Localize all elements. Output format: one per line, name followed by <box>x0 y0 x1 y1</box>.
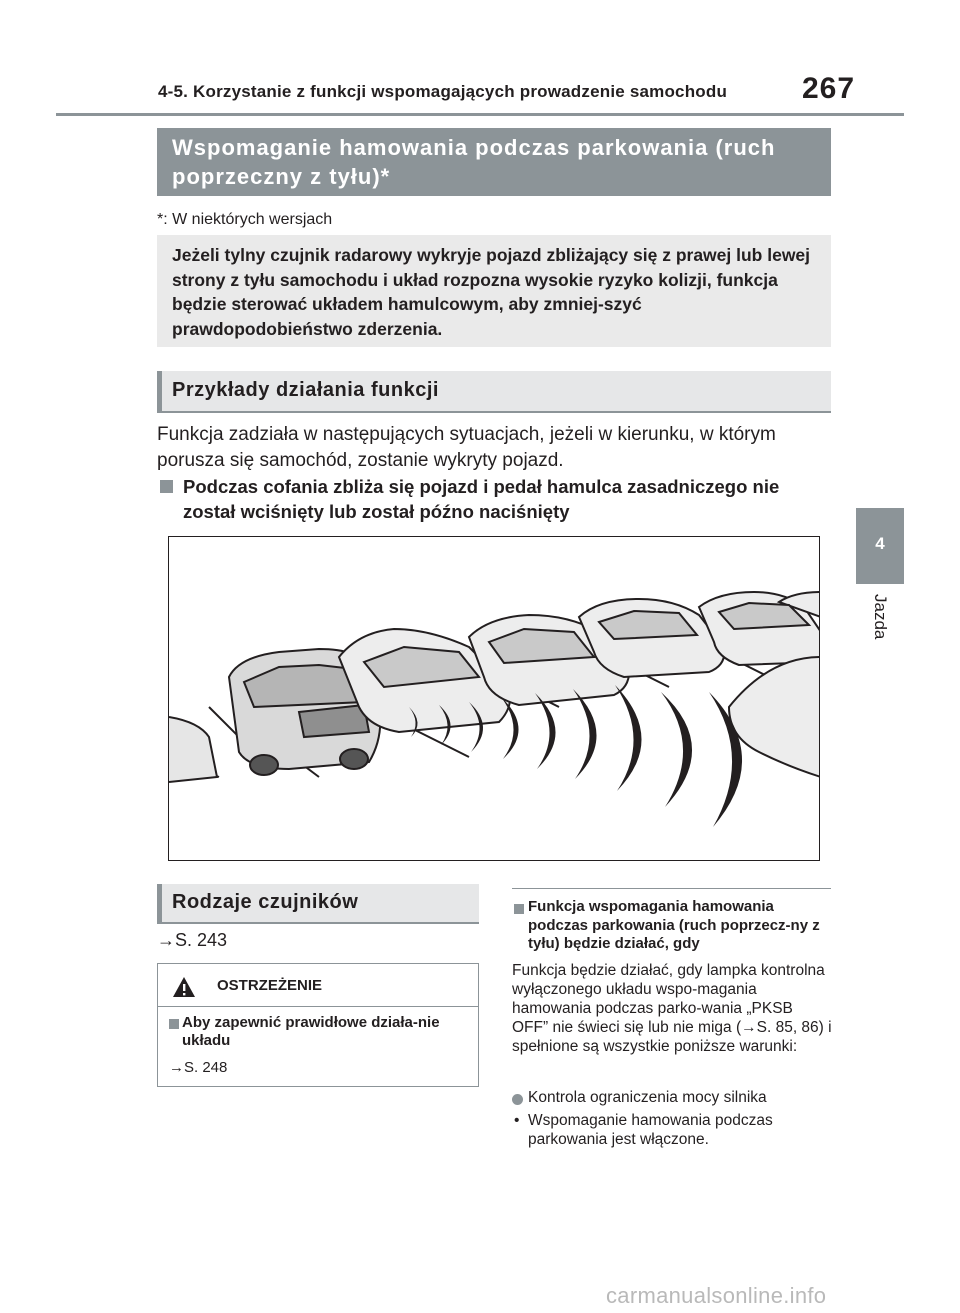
condition-paragraph: Funkcja będzie działać, gdy lampka kontrolna wyłączonego układu wspo-magania hamowania podczas parko-wania „PKSB OFF” nie świeci się lub nie miga (→S. 85, 86) i spełnione są wszystkie poniższe warunki: <box>512 962 832 1055</box>
bullet-mark: • <box>514 1112 520 1129</box>
section-heading: Wspomaganie hamowania podczas parkowania (ruch poprzeczny z tyłu)* <box>172 135 776 189</box>
footnote: *: W niektórych wersjach <box>157 211 333 228</box>
parking-illustration <box>168 536 820 861</box>
car-front-right <box>729 657 820 777</box>
examples-paragraph: Funkcja zadziała w następujących sytuacjach, jeżeli w kierunku, w którym porusza się samochód, zostanie wykryty pojazd. <box>157 424 776 471</box>
lead-text: Jeżeli tylny czujnik radarowy wykryje pojazd zbliżający się z prawej lub lewej strony z tyłu samochodu i układ rozpozna wysokie ryzyko kolizji, funkcja będzie sterować układem hamulcowym, aby zmniej-szyć prawdopodobieństwo zderzenia. <box>172 245 811 339</box>
running-header-title: 4-5. Korzystanie z funkcji wspomagających prowadzenie samochodu <box>158 82 728 101</box>
subheading-sensors: Rodzaje czujników <box>172 891 359 913</box>
examples-bullet: Podczas cofania zbliża się pojazd i pedał hamulca zasadniczego nie został wciśnięty lub został późno naciśnięty <box>183 476 780 522</box>
header-divider <box>56 113 904 116</box>
subheading-rule <box>157 411 831 413</box>
warning-page-ref[interactable]: →S. 248 <box>169 1059 228 1076</box>
page-number: 267 <box>802 72 856 105</box>
condition-dot-item: Kontrola ograniczenia mocy silnika <box>528 1089 767 1106</box>
warning-item: Aby zapewnić prawidłowe działa-nie układu <box>182 1014 440 1049</box>
circle-bullet-icon <box>512 1094 523 1105</box>
sensors-page-ref[interactable]: →S. 243 <box>157 930 228 950</box>
parking-illustration-svg <box>169 537 820 861</box>
chapter-tab-label: Jazda <box>871 594 890 640</box>
square-bullet-icon <box>514 904 524 914</box>
square-bullet-icon <box>169 1019 179 1029</box>
square-bullet-icon <box>160 480 173 493</box>
subheading-examples: Przykłady działania funkcji <box>172 379 439 401</box>
chapter-tab-number: 4 <box>875 534 885 553</box>
subheading2-rule <box>157 922 479 924</box>
condition-rule <box>512 888 831 889</box>
condition-bullet-item <box>512 1111 832 1149</box>
chapter-tab-label-wrap <box>862 594 902 640</box>
condition-heading: Funkcja wspomagania hamowania podczas parkowania (ruch poprzecz-ny z tyłu) będzie działać, gdy <box>528 898 820 952</box>
condition-bullet-text: Wspomaganie hamowania podczas parkowania jest włączone. <box>528 1112 773 1148</box>
warning-icon <box>172 975 196 999</box>
watermark: carmanualsonline.info <box>606 1283 827 1308</box>
warning-title: OSTRZEŻENIE <box>217 977 323 994</box>
